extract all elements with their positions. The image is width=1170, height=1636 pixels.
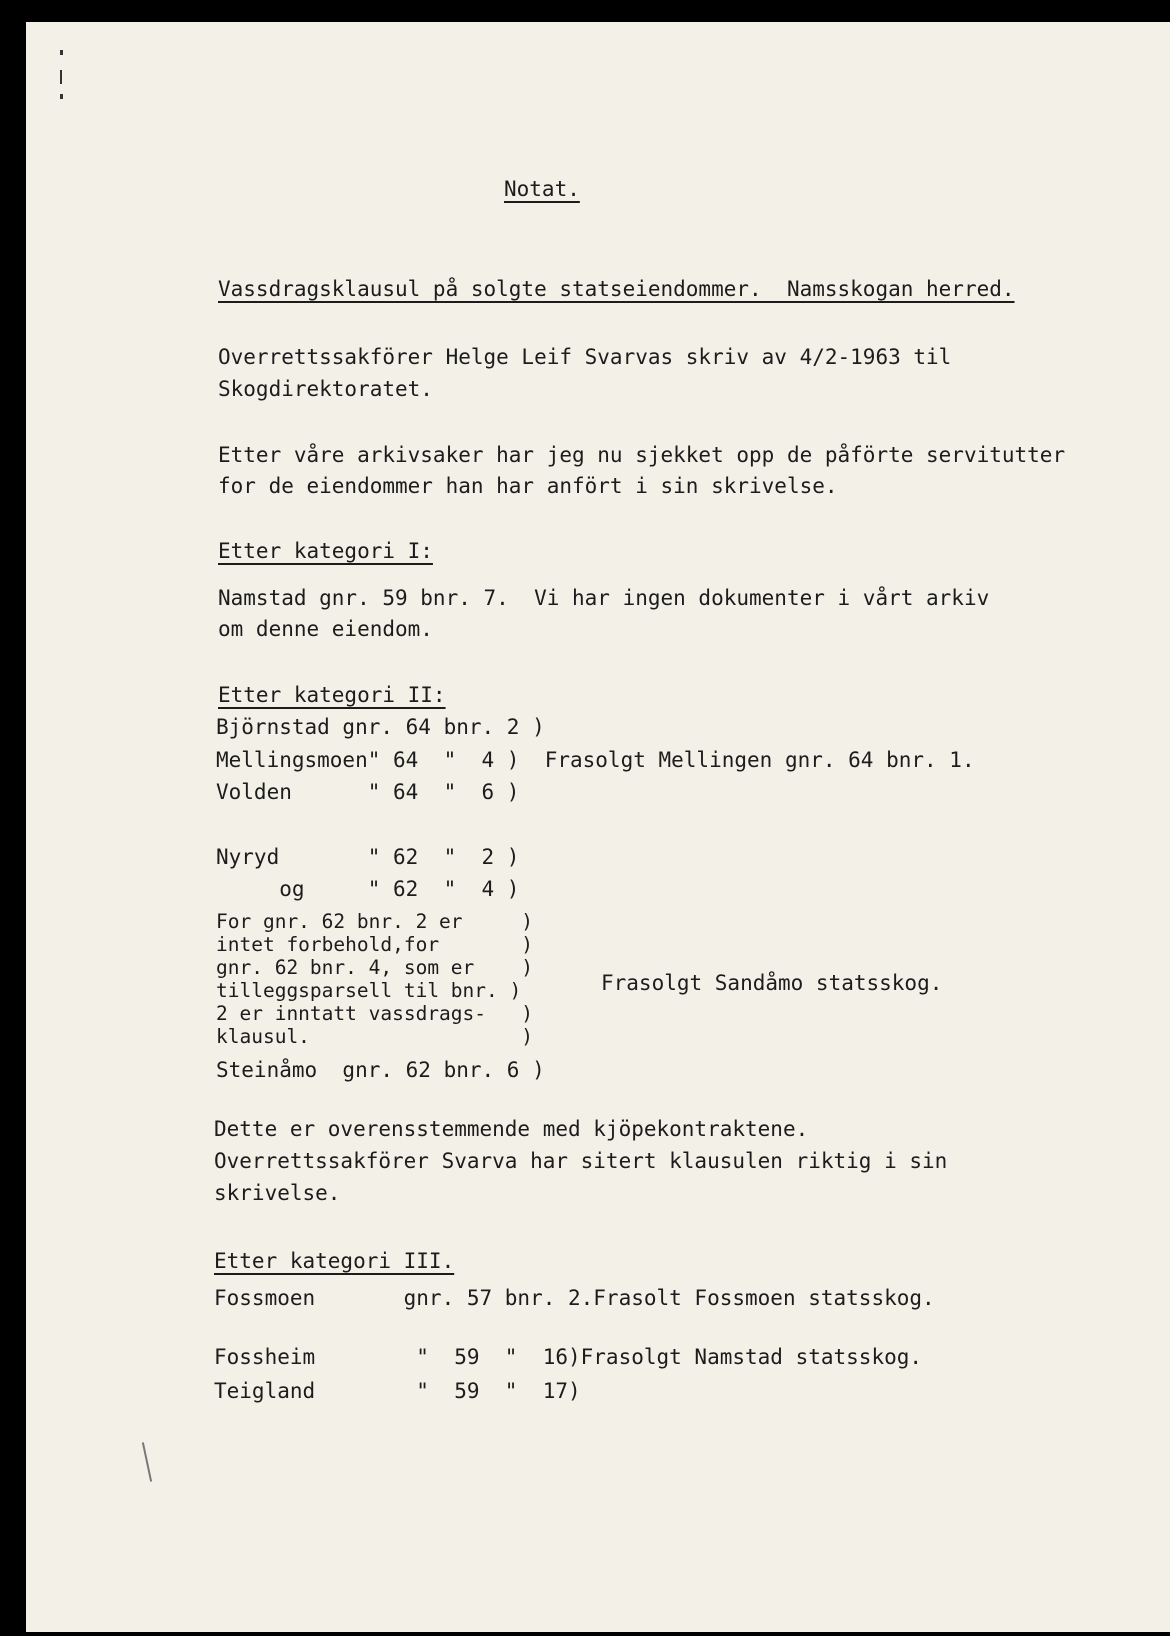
property-row: Steinåmo gnr. 62 bnr. 6 ): [216, 1058, 545, 1082]
reference-line: Skogdirektoratet.: [218, 377, 433, 401]
property-row: Volden " 64 " 6 ): [216, 780, 520, 804]
pen-mark: [142, 1442, 152, 1482]
note-line: intet forbehold,for ): [216, 933, 533, 956]
margin-mark: [60, 94, 63, 99]
intro-line: for de eiendommer han har anfört i sin skrivelse.: [218, 474, 838, 498]
category-1-line: om denne eiendom.: [218, 617, 433, 641]
note-line: tilleggsparsell til bnr. ): [216, 979, 522, 1002]
note-line: klausul. ): [216, 1025, 533, 1048]
category-1-heading: Etter kategori I:: [218, 539, 433, 563]
conclusion-line: Overrettssakförer Svarva har sitert klausulen riktig i sin: [214, 1149, 948, 1173]
property-row: og " 62 " 4 ): [216, 877, 520, 901]
property-row: Nyryd " 62 " 2 ): [216, 845, 520, 869]
property-row: Mellingsmoen" 64 " 4 ) Frasolgt Mellingen gnr. 64 bnr. 1.: [216, 748, 975, 772]
sale-note: Frasolgt Sandåmo statsskog.: [601, 971, 943, 995]
note-line: gnr. 62 bnr. 4, som er ): [216, 956, 533, 979]
note-line: For gnr. 62 bnr. 2 er ): [216, 910, 533, 933]
category-3-heading: Etter kategori III.: [214, 1249, 455, 1273]
property-row: Fossmoen gnr. 57 bnr. 2.Frasolt Fossmoen statsskog.: [214, 1286, 935, 1310]
category-1-line: Namstad gnr. 59 bnr. 7. Vi har ingen dokumenter i vårt arkiv: [218, 586, 990, 610]
conclusion-line: Dette er overensstemmende med kjöpekontraktene.: [214, 1117, 809, 1141]
property-row: Björnstad gnr. 64 bnr. 2 ): [216, 715, 545, 739]
margin-mark: [60, 50, 63, 55]
margin-mark: [60, 70, 62, 84]
category-2-heading: Etter kategori II:: [218, 683, 446, 707]
intro-line: Etter våre arkivsaker har jeg nu sjekket opp de påförte servitutter: [218, 443, 1066, 467]
property-row: Teigland " 59 " 17): [214, 1379, 581, 1403]
document-title: Notat.: [504, 177, 580, 201]
document-page: [26, 22, 1170, 1632]
reference-line: Overrettssakförer Helge Leif Svarvas skriv av 4/2-1963 til: [218, 345, 952, 369]
note-line: 2 er inntatt vassdrags- ): [216, 1002, 533, 1025]
conclusion-line: skrivelse.: [214, 1181, 341, 1205]
property-row: Fossheim " 59 " 16)Frasolgt Namstad statsskog.: [214, 1345, 923, 1369]
subject-line: Vassdragsklausul på solgte statseiendommer. Namsskogan herred.: [218, 277, 1015, 301]
